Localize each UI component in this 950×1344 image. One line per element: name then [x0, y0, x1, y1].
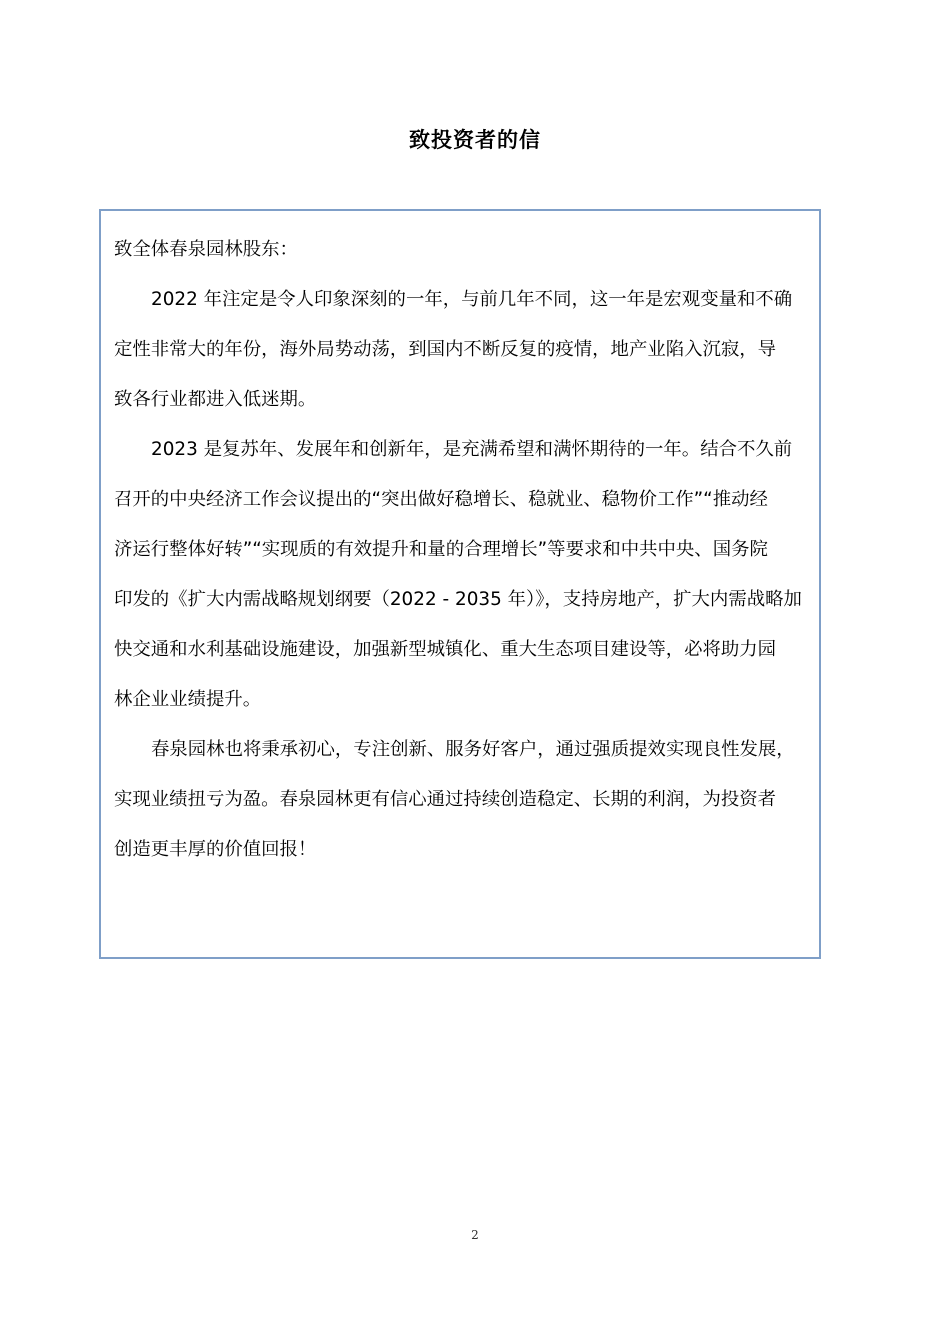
paragraph-line: 致各行业都进入低迷期。	[114, 389, 317, 410]
paragraph-line: 2022 年注定是令人印象深刻的一年，与前几年不同，这一年是宏观变量和不确	[151, 289, 793, 310]
paragraph-line: 2023 是复苏年、发展年和创新年，是充满希望和满怀期待的一年。结合不久前	[151, 439, 793, 460]
paragraph-line: 林企业业绩提升。	[114, 689, 262, 710]
letter-body	[114, 225, 814, 875]
paragraph-line: 实现业绩扭亏为盈。春泉园林更有信心通过持续创造稳定、长期的利润，为投资者	[114, 789, 777, 810]
paragraph-line: 春泉园林也将秉承初心，专注创新、服务好客户，通过强质提效实现良性发展，	[151, 739, 795, 760]
paragraph-line: 召开的中央经济工作会议提出的“突出做好稳增长、稳就业、稳物价工作”“推动经	[114, 489, 768, 510]
paragraph-3	[114, 725, 814, 875]
paragraph-line: 定性非常大的年份，海外局势动荡，到国内不断反复的疫情，地产业陷入沉寂，导	[114, 339, 777, 360]
paragraph-line: 快交通和水利基础设施建设，加强新型城镇化、重大生态项目建设等，必将助力园	[114, 639, 777, 660]
page-number: 2	[471, 1228, 479, 1242]
paragraph-line: 印发的《扩大内需战略规划纲要（2022 - 2035 年）》，支持房地产，扩大内需战略加	[114, 589, 802, 610]
paragraph-1	[114, 275, 814, 425]
page-title: 致投资者的信	[409, 128, 541, 152]
paragraph-2	[114, 425, 814, 725]
salutation: 致全体春泉园林股东：	[114, 239, 298, 260]
paragraph-line: 济运行整体好转”“实现质的有效提升和量的合理增长”等要求和中共中央、国务院	[114, 539, 768, 560]
letter-box	[99, 209, 821, 959]
paragraph-line: 创造更丰厚的价值回报！	[114, 839, 317, 860]
